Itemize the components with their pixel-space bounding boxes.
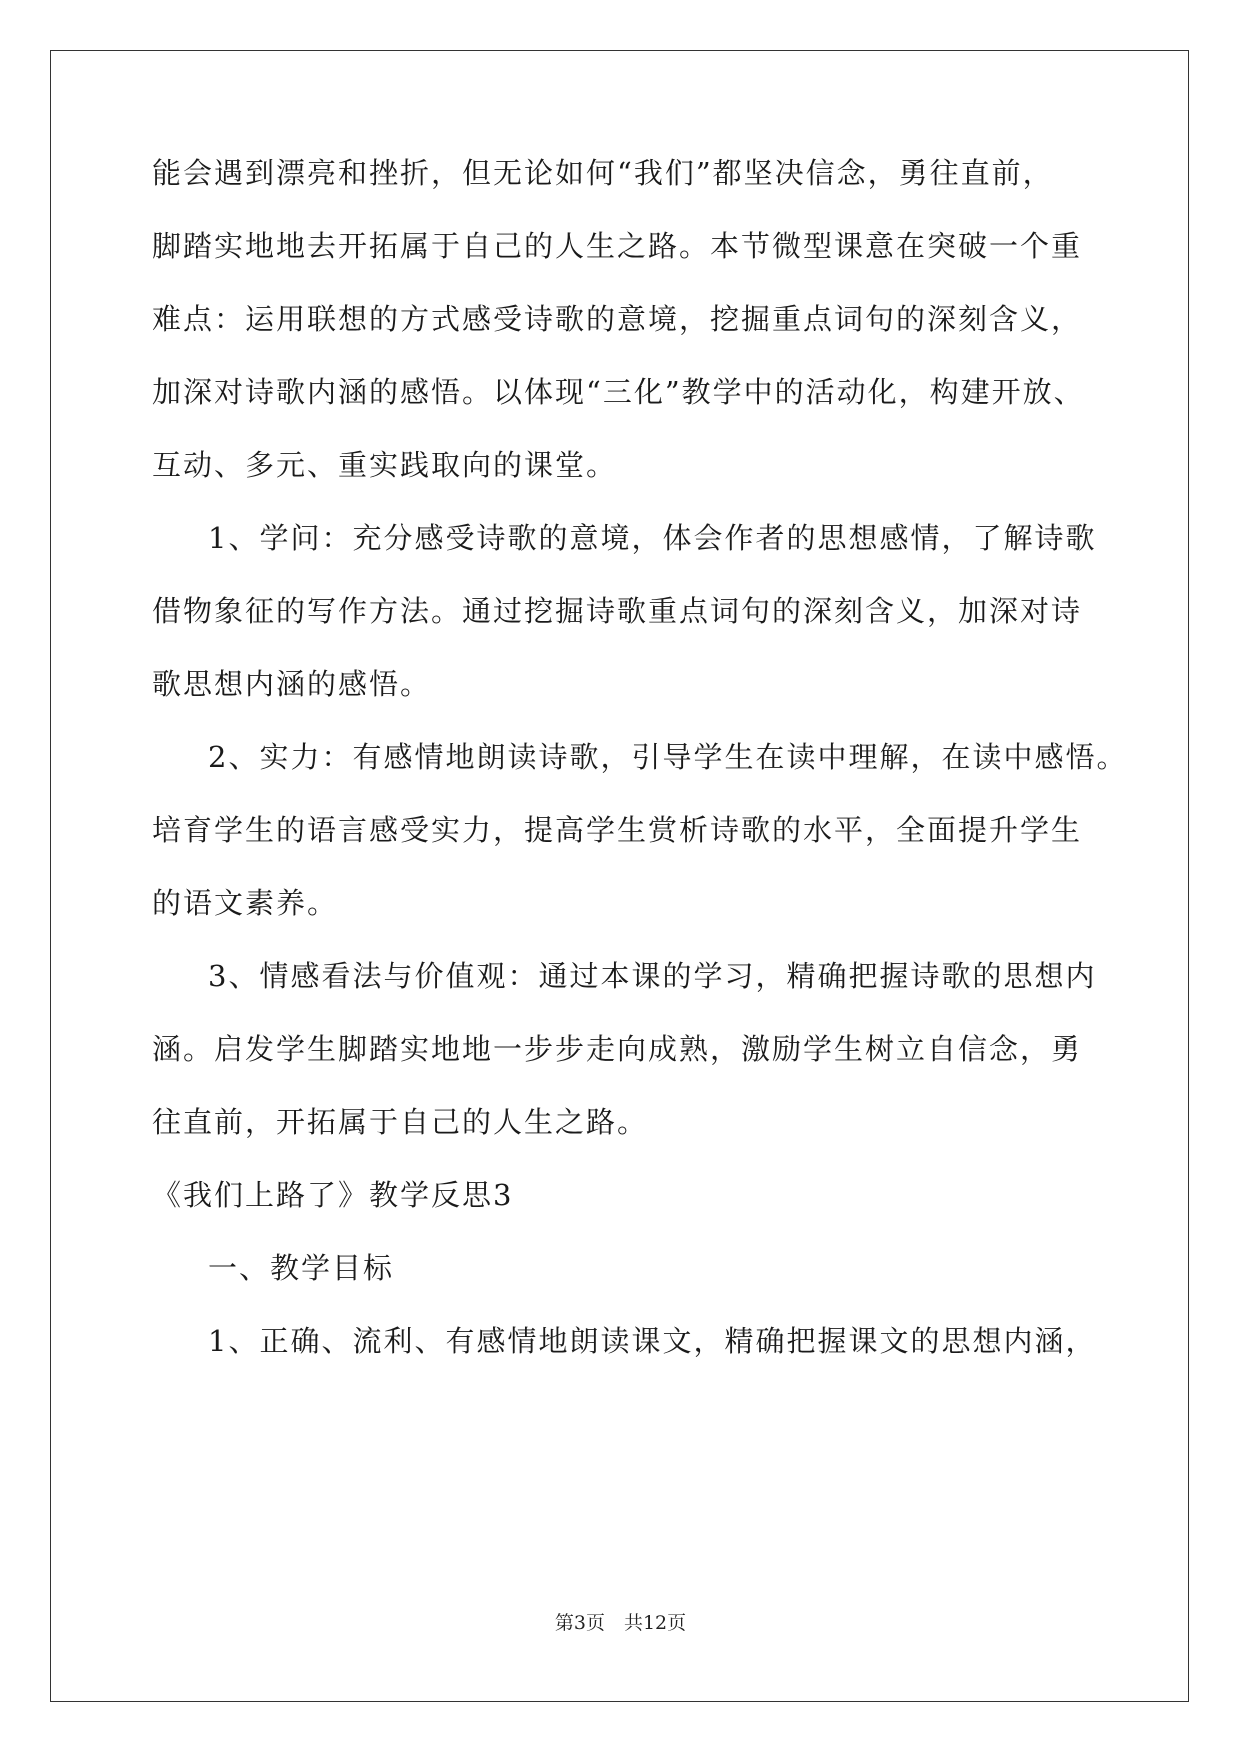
text-line-4: 加深对诗歌内涵的感悟。以体现“三化”教学中的活动化，构建开放、 xyxy=(152,375,1085,409)
text-line-10: 培育学生的语言感受实力，提高学生赏析诗歌的水平，全面提升学生 xyxy=(152,813,1083,847)
text-line-9: 2、实力：有感情地朗读诗歌，引导学生在读中理解，在读中感悟。 xyxy=(208,740,1128,774)
subsection-heading: 一、教学目标 xyxy=(208,1251,395,1285)
page-number-footer: 第3页 共12页 xyxy=(554,1612,687,1634)
text-line-8: 歌思想内涵的感悟。 xyxy=(152,667,432,701)
text-line-12: 3、情感看法与价值观：通过本课的学习，精确把握诗歌的思想内 xyxy=(208,959,1097,993)
text-line-6: 1、学问：充分感受诗歌的意境，体会作者的思想感情，了解诗歌 xyxy=(208,521,1097,555)
section-heading: 《我们上路了》教学反思3 xyxy=(152,1178,514,1212)
text-line-17: 1、正确、流利、有感情地朗读课文，精确把握课文的思想内涵， xyxy=(208,1324,1097,1358)
text-line-3: 难点：运用联想的方式感受诗歌的意境，挖掘重点词句的深刻含义， xyxy=(152,302,1083,336)
text-line-7: 借物象征的写作方法。通过挖掘诗歌重点词句的深刻含义，加深对诗 xyxy=(152,594,1083,628)
text-line-14: 往直前，开拓属于自己的人生之路。 xyxy=(152,1105,649,1139)
text-line-5: 互动、多元、重实践取向的课堂。 xyxy=(152,448,618,482)
page-border xyxy=(50,50,1189,1702)
text-line-2: 脚踏实地地去开拓属于自己的人生之路。本节微型课意在突破一个重 xyxy=(152,229,1083,263)
text-line-1: 能会遇到漂亮和挫折，但无论如何“我们”都坚决信念，勇往直前， xyxy=(152,156,1054,190)
text-line-11: 的语文素养。 xyxy=(152,886,339,920)
text-line-13: 涵。启发学生脚踏实地地一步步走向成熟，激励学生树立自信念，勇 xyxy=(152,1032,1083,1066)
